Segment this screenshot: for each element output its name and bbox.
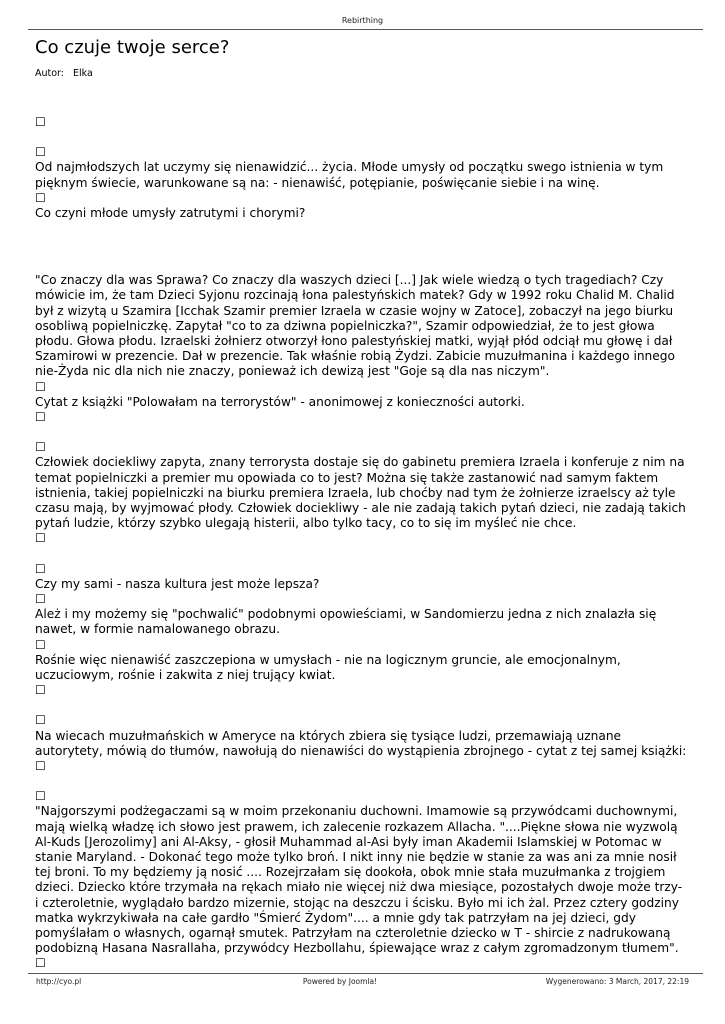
paragraph: Na wiecach muzułmańskich w Ameryce na których zbiera się tysiące ludzi, przemawiają uznane autorytety, mówią do tłumów, nawołują do nienawiści do wystąpienia zbrojnego - cytat z tej samej książki: — [35, 728, 687, 758]
header-divider — [28, 29, 703, 30]
page-title: Co czuje twoje serce? — [35, 37, 230, 58]
footer-powered-by: Powered by Joomla! — [302, 977, 378, 986]
author-line — [35, 68, 93, 79]
checkbox-icon: ☐ — [35, 591, 46, 606]
checkbox-icon: ☐ — [35, 409, 46, 424]
footer-url: http://cyo.pl — [36, 977, 82, 986]
paragraph: Ależ i my możemy się "pochwalić" podobnymi opowieściami, w Sandomierzu jedna z nich znalazła się nawet, w formie namalowanego obrazu. — [35, 607, 657, 637]
author-label: Autor: — [35, 68, 64, 79]
footer-divider — [28, 973, 703, 974]
quote-paragraph: "Co znaczy dla was Sprawa? Co znaczy dla waszych dzieci [...] Jak wiele wiedzą o tych tragediach? Czy mówicie im, że tam Dzieci Syjonu rozcinają łona palestyńskich matek? Gdy w 1992 roku Chalid M. Chalid był z wizytą u Szamira [Icchak Szamir premier Izraela w czasie wojny w Zatoce], zobaczył na jego biurku osobliwą popielniczkę. Zapytał "co to za dziwna popielniczka?", Szamir odpowiedział, że to jest głowa płodu. Głowa płodu. Izraelski żołnierz otworzył łono palestyńskiej matki, wyjął płód odciął mu głowę i dał Szamirowi w prezencie. Dał w prezencie. Tak właśnie robią Żydzi. Zabicie muzułmanina i każdego innego nie-Żyda nic dla nich nie znaczy, ponieważ ich dewizą jest "Goje są dla nas niczym". — [35, 273, 675, 379]
checkbox-icon: ☐ — [35, 956, 46, 971]
paragraph: Od najmłodszych lat uczymy się nienawidzić... życia. Młode umysły od początku swego istnienia w tym pięknym świecie, warunkowane są na: - nienawiść, potępianie, poświęcanie siebie i na winę. — [35, 160, 664, 190]
checkbox-icon: ☐ — [35, 145, 46, 160]
checkbox-icon: ☐ — [35, 379, 46, 394]
article-body — [35, 115, 687, 972]
paragraph: Człowiek dociekliwy zapyta, znany terrorysta dostaje się do gabinetu premiera Izraela i konferuje z nim na temat popielniczki a premier mu opowiada co to jest? Można się także zastanowić nad samym faktem istnienia, takiej popielniczki na biurku premiera Izraela, lub choćby nad tym że żołnierze izraelscy aż tyle czasu mają, by wyjmować płody. Człowiek dociekliwy - ale nie zadają takich pytań dzieci, nie zadają takich pytań ludzie, którzy szybko ulegają histerii, albo tylko tacy, co to się im myśleć nie chce. — [35, 455, 686, 531]
checkbox-icon: ☐ — [35, 683, 46, 698]
checkbox-icon: ☐ — [35, 115, 46, 129]
paragraph: Cytat z książki "Polowałam na terrorystów" - anonimowej z konieczności autorki. — [35, 394, 525, 409]
checkbox-icon: ☐ — [35, 637, 46, 652]
checkbox-icon: ☐ — [35, 758, 46, 773]
checkbox-icon: ☐ — [35, 531, 46, 546]
checkbox-icon: ☐ — [35, 190, 46, 205]
footer-generated-date: Wygenerowano: 3 March, 2017, 22:19 — [545, 977, 689, 986]
quote-paragraph: "Najgorszymi podżegaczami są w moim przekonaniu duchowni. Imamowie są przywódcami duchownymi, mają wielką władzę ich słowo jest prawem, ich zalecenie rozkazem Allacha. "....Piękne słowa nie wyzwolą Al-Kuds [Jerozolimy] ani Al-Aksy, - głosił Muhammad al-Asi były iman Akademii Islamskiej w Potomac w stanie Maryland. - Dokonać tego może tylko broń. I nikt inny nie będzie w stanie za was ani za mnie nosił tej broni. To my będziemy ją nosić .... Rozejrzałam się dookoła, obok mnie stała muzułmanka z trojgiem dzieci. Dziecko które trzymała na rękach miało nie więcej niż dwa miesiące, pozostałych dwoje może trzy- i czteroletnie, wyglądało bardzo mizernie, stojąc na deszczu i ścisku. Było mi ich żal. Przez cztery godziny matka wykrzykiwała na całe gardło "Śmierć Żydom".... a mnie gdy tak patrzyłam na jej dzieci, gdy pomyślałam o własnych, ogarnął smutek. Patrzyłam na czteroletnie dziecko w T - shircie z nadrukowaną podobizną Hasana Nasrallaha, przywódcy Hezbollahu, śpiewające wraz z całym zgromadzonym tłumem". — [35, 804, 683, 956]
checkbox-icon: ☐ — [35, 440, 46, 455]
author-name: Elka — [73, 68, 93, 79]
site-name: Rebirthing — [341, 16, 384, 25]
paragraph: Czy my sami - nasza kultura jest może lepsza? — [35, 576, 320, 591]
checkbox-icon: ☐ — [35, 561, 46, 576]
paragraph: Co czyni młode umysły zatrutymi i chorymi? — [35, 205, 306, 220]
checkbox-icon: ☐ — [35, 789, 46, 804]
paragraph: Rośnie więc nienawiść zaszczepiona w umysłach - nie na logicznym gruncie, ale emocjonalnym, uczuciowym, rośnie i zakwita z niej trujący kwiat. — [35, 652, 621, 682]
checkbox-icon: ☐ — [35, 713, 46, 728]
